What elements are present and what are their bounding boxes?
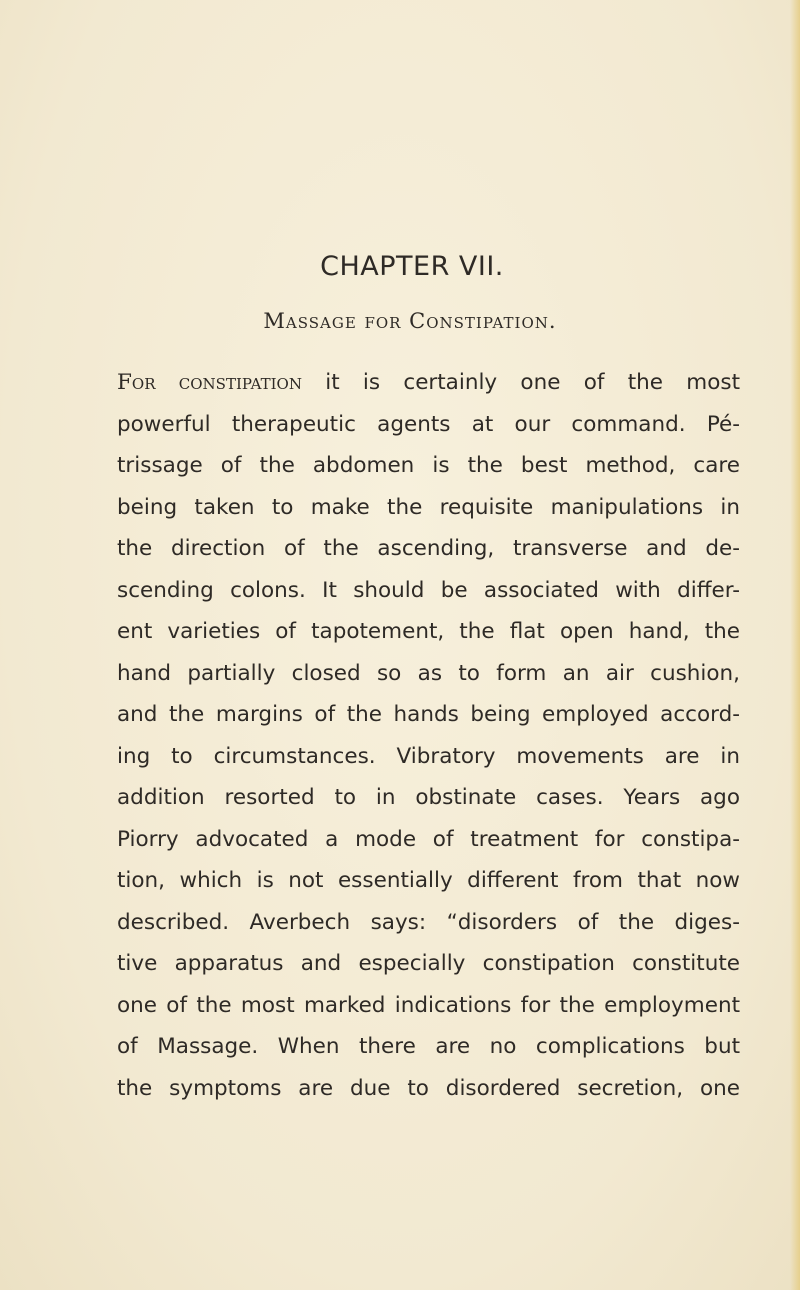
text-line: ing to circumstances. Vibratory movements are in bbox=[117, 743, 740, 769]
text-line: scending colons. It should be associated with differ- bbox=[117, 577, 740, 603]
chapter-heading: CHAPTER VII. bbox=[320, 251, 504, 282]
text-line: the symptoms are due to disordered secretion, one bbox=[117, 1075, 740, 1101]
text-line: tion, which is not essentially different from that now bbox=[117, 868, 740, 893]
page-edge-shadow bbox=[790, 0, 800, 1290]
text-line: powerful therapeutic agents at our command. Pé- bbox=[117, 411, 740, 437]
opening-smallcaps: For constipation bbox=[117, 370, 302, 395]
text-line: and the margins of the hands being employed accord- bbox=[117, 702, 740, 727]
text-line: the direction of the ascending, transverse and de- bbox=[117, 536, 740, 561]
text-line: Piorry advocated a mode of treatment for constipa- bbox=[117, 826, 740, 852]
text-line: being taken to make the requisite manipulations in bbox=[117, 494, 740, 520]
body-paragraph bbox=[117, 362, 740, 1109]
text-line-rest: it is certainly one of the most bbox=[301, 370, 740, 395]
text-line: described. Averbech says: “disorders of the diges- bbox=[117, 909, 740, 935]
text-line: trissage of the abdomen is the best method, care bbox=[117, 453, 740, 478]
text-line: hand partially closed so as to form an air cushion, bbox=[117, 660, 740, 686]
section-title: Massage for Constipation. bbox=[263, 309, 557, 333]
text-line: tive apparatus and especially constipation constitute bbox=[117, 951, 740, 976]
text-line: of Massage. When there are no complications but bbox=[117, 1034, 740, 1059]
text-line bbox=[117, 362, 740, 404]
text-line: one of the most marked indications for the employment bbox=[117, 992, 740, 1018]
text-line: ent varieties of tapotement, the flat open hand, the bbox=[117, 619, 740, 644]
text-line: addition resorted to in obstinate cases. Years ago bbox=[117, 785, 740, 810]
